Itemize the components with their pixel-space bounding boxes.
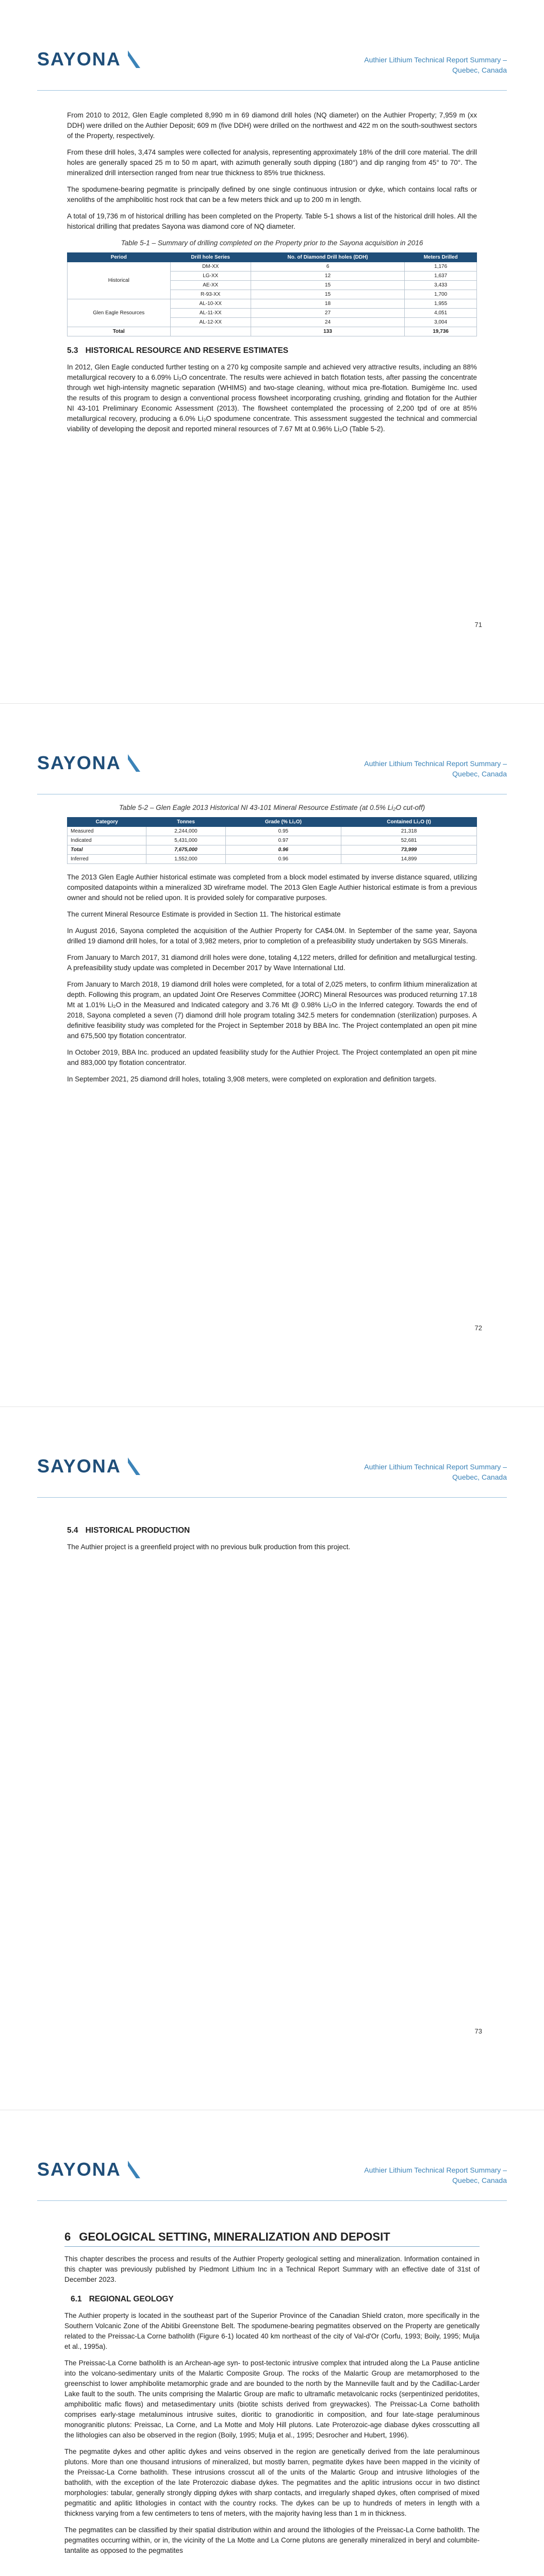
- section-heading-6-1: [71, 2294, 480, 2304]
- cell: 24: [251, 318, 404, 327]
- cell: 19,736: [405, 327, 477, 336]
- cell: AE-XX: [170, 281, 251, 290]
- cell: 7,675,000: [146, 845, 225, 855]
- cell: R-93-XX: [170, 290, 251, 299]
- col-contained: Contained Li₂O (t): [341, 818, 477, 827]
- table-row: [68, 262, 477, 272]
- page-73: [0, 1406, 544, 2110]
- cell: 27: [251, 309, 404, 318]
- paragraph: The Authier project is a greenfield project with no previous bulk production from this project.: [67, 1543, 351, 1551]
- cell: 15: [251, 290, 404, 299]
- page-71: [0, 0, 544, 703]
- chapter-heading-6: [64, 2232, 480, 2247]
- page-number: 71: [474, 621, 482, 629]
- header-rule: [37, 2200, 507, 2201]
- cell: Inferred: [68, 855, 146, 864]
- header-title-line2: Quebec, Canada: [452, 1473, 507, 1481]
- paragraph: From January to March 2017, 31 diamond drill holes were done, totaling 4,122 meters, drilled for definition and metallurgical testing. A prefeasibility study update was completed in December 2017 by Wave International Ltd.: [67, 954, 477, 972]
- table-header-row: [68, 818, 477, 827]
- paragraph: The pegmatite dykes and other aplitic dykes and veins observed in the region are genetically derived from the late peraluminous plutons. More than one thousand intrusions of mineralized, but mostly barren, pegmatite dykes have been mapped in the vicinity of the Preissac-La Corne batholith. These intrusions crosscut all of the units of the Malartic Group and intrusive lithologies of the batholith, with the exception of the late Proterozoic diabase dykes. The pegmatites and the aplitic intrusions occur in two distinct morphologies: tabular, generally strongly dipping dykes with sharp contacts, and irregularly shaped dykes, often comprised of mixed pegmatitic and aplitic lithologies in contact with the country rocks. The dykes can be up to hundreds of meters in length with a thickness varying from a few centimeters to tens of meters, with the majority having less than 1 m in thickness.: [64, 2448, 480, 2517]
- chapter-title: GEOLOGICAL SETTING, MINERALIZATION AND DEPOSIT: [79, 2230, 390, 2243]
- cell: AL-10-XX: [170, 299, 251, 309]
- cell: AL-11-XX: [170, 309, 251, 318]
- cell: [170, 327, 251, 336]
- header-title-line1: Authier Lithium Technical Report Summary –: [364, 2166, 507, 2174]
- cell: AL-12-XX: [170, 318, 251, 327]
- page-header: [0, 1433, 544, 1481]
- logo-text: SAYONA: [37, 48, 121, 69]
- paragraph: From these drill holes, 3,474 samples were collected for analysis, representing approximately 18% of the drill core material. The drill holes are generally spaced 25 m to 50 m apart, with azimuth generally south dipping (180°) and dip ranging from 45° to 70°. The mineralized drill intersection ranged from near true thickness to 85% true thickness.: [67, 148, 477, 177]
- page-number: 72: [474, 1324, 482, 1332]
- paragraph: In September 2021, 25 diamond drill holes, totaling 3,908 meters, were completed on exploration and definition targets.: [67, 1075, 437, 1083]
- cell: 1,637: [405, 272, 477, 281]
- paragraph: The spodumene-bearing pegmatite is principally defined by one single continuous intrusion or dyke, which contains local rafts or xenoliths of the amphibolitic host rock that can be a few meters thick and up to 200 m in length.: [67, 185, 477, 204]
- col-meters: Meters Drilled: [405, 253, 477, 262]
- header-title-line1: Authier Lithium Technical Report Summary –: [364, 759, 507, 768]
- paragraph: The current Mineral Resource Estimate is provided in Section 11. The historical estimate: [67, 910, 341, 918]
- page-header: [0, 730, 544, 778]
- table-5-2-caption: Table 5-2 – Glen Eagle 2013 Historical NI 43-101 Mineral Resource Estimate (at 0.5% Li₂O cut-off): [119, 804, 425, 811]
- cell: 0.95: [225, 827, 341, 836]
- sayona-logo: [37, 2159, 151, 2179]
- section-number: 5.4: [67, 1526, 78, 1535]
- header-title-line2: Quebec, Canada: [452, 2176, 507, 2184]
- cell: 18: [251, 299, 404, 309]
- cell: Total: [68, 845, 146, 855]
- table-total-row: [68, 327, 477, 336]
- paragraph: This chapter describes the process and results of the Authier Property geological setting and mineralization. Information contained in this chapter was previously published by Piedmont Lithium Inc in a Technical Report Summary with an effective date of 31st of December 2023.: [64, 2255, 480, 2283]
- col-category: Category: [68, 818, 146, 827]
- cell: 0.96: [225, 855, 341, 864]
- table-5-1: [67, 252, 477, 336]
- cell: 0.97: [225, 836, 341, 845]
- logo-accent-icon: [128, 50, 140, 68]
- page-72: [0, 703, 544, 1406]
- col-tonnes: Tonnes: [146, 818, 225, 827]
- logo-accent-icon: [128, 2161, 140, 2178]
- group-glen-eagle: Glen Eagle Resources: [68, 299, 171, 327]
- page-73-content: [67, 1526, 477, 1558]
- cell: 0.96: [225, 845, 341, 855]
- section-title: HISTORICAL RESOURCE AND RESERVE ESTIMATES: [85, 346, 289, 355]
- col-period: Period: [68, 253, 171, 262]
- paragraph: A total of 19,736 m of historical drilling has been completed on the Property. Table 5-1 shows a list of the historical drill holes. All the historical drilling that predates Sayona was diamond core of NQ diameter.: [67, 212, 477, 230]
- col-series: Drill hole Series: [170, 253, 251, 262]
- header-title-line2: Quebec, Canada: [452, 770, 507, 778]
- header-title-line1: Authier Lithium Technical Report Summary –: [364, 1463, 507, 1471]
- chapter-number: 6: [64, 2230, 71, 2243]
- cell: 3,433: [405, 281, 477, 290]
- logo-accent-icon: [128, 754, 140, 772]
- sayona-logo: [37, 752, 151, 773]
- section-title: HISTORICAL PRODUCTION: [85, 1526, 190, 1535]
- logo-accent-icon: [128, 1458, 140, 1475]
- cell: 14,899: [341, 855, 477, 864]
- cell: 2,244,000: [146, 827, 225, 836]
- cell: 4,051: [405, 309, 477, 318]
- cell: 15: [251, 281, 404, 290]
- table-header-row: [68, 253, 477, 262]
- header-title-line1: Authier Lithium Technical Report Summary –: [364, 56, 507, 64]
- sayona-logo: [37, 1455, 151, 1476]
- paragraph: In August 2016, Sayona completed the acquisition of the Authier Property for CA$4.0M. In September of the same year, Sayona drilled 19 diamond drill holes, for a total of 3,982 meters, prior to completion of a prefeasibility study undertaken by SGS Minerals.: [67, 927, 477, 945]
- cell: 52,681: [341, 836, 477, 845]
- header-title: [352, 758, 507, 779]
- col-ddh-count: No. of Diamond Drill holes (DDH): [251, 253, 404, 262]
- paragraph: The 2013 Glen Eagle Authier historical estimate was completed from a block model estimated by inverse distance squared, utilizing composited datapoints within a mineralized 3D wireframe model. The 2013 Glen Eagle Authier historical estimate is from a previous owner and should not be relied upon. It is provided solely for comparative purposes.: [67, 873, 477, 902]
- page-71-content: [67, 110, 477, 440]
- page-number: 73: [474, 2027, 482, 2035]
- paragraph: The Authier property is located in the southeast part of the Superior Province of the Canadian Shield craton, more specifically in the Southern Volcanic Zone of the Abitibi Greenstone Belt. The spodumene-bearing pegmatites observed on the Property are genetically related to the Preissac-La Corne batholith (Figure 6-1) located 40 km northeast of the city of Val-d'Or (Corfu, 1993; Boily, 1995; Mulja et al., 1995a).: [64, 2312, 480, 2350]
- cell: Measured: [68, 827, 146, 836]
- paragraph: In October 2019, BBA Inc. produced an updated feasibility study for the Authier Project. The Project contemplated an open pit mine and 883,000 tpy flotation concentrator.: [67, 1048, 477, 1066]
- table-row: [68, 827, 477, 836]
- section-heading-5-4: [67, 1526, 477, 1536]
- page-header: [0, 2136, 544, 2184]
- table-5-2: [67, 817, 477, 864]
- paragraph: In 2012, Glen Eagle conducted further testing on a 270 kg composite sample and achieved very attractive results, including an 88% metallurgical recovery to a 6.09% Li₂O concentrate. The results were achieved in batch flotation tests, after passing the concentrate through wet high-intensity magnetic separation (WHIMS) and two-stage cleaning, without mica pre-flotation. Bumigème Inc. used the results of this program to design a conventional process flowsheet incorporating crushing, grinding and flotation for the Authier NI 43-101 Preliminary Economic Assessment (2013). The flowsheet contemplated the processing of 2,200 tpd of ore at 85% metallurgical recovery, producing a 6.0% Li₂O spodumene concentrate. This assessment suggested the technical and commercial viability of developing the deposit and reported mineral resources of 7.67 Mt at 0.96% Li₂O (Table 5-2).: [67, 363, 477, 433]
- paragraph: From January to March 2018, 19 diamond drill holes were completed, for a total of 2,025 meters, to confirm lithium mineralization at depth. Following this program, an updated Joint Ore Reserves Committee (JORC) Mineral Resources was produced returning 17.18 Mt at 1.01% Li₂O in the Measured and Indicated category and 3.76 Mt @ 0.98% Li₂O in the Inferred category. Towards the end of 2018, Sayona completed a seven (7) diamond drill hole program totaling 342.5 meters for condemnation (sterilization) purposes. A definitive feasibility study was completed for the Project in September 2018 by BBA Inc. The Project contemplated an open pit mine and 675,500 tpy flotation concentrator.: [67, 980, 477, 1040]
- sayona-logo: [37, 48, 151, 69]
- logo-text: SAYONA: [37, 2159, 121, 2179]
- header-title: [352, 1462, 507, 1482]
- cell: Total: [68, 327, 171, 336]
- section-heading-5-3: [67, 346, 477, 356]
- header-rule: [37, 90, 507, 91]
- cell: 1,700: [405, 290, 477, 299]
- cell: LG-XX: [170, 272, 251, 281]
- col-grade: Grade (% Li₂O): [225, 818, 341, 827]
- paragraph: The Preissac-La Corne batholith is an Archean-age syn- to post-tectonic intrusive complex that intruded along the La Pause anticline into the volcano-sedimentary units of the Malartic Composite Group. The rocks of the Malartic Group are metamorphosed to the greenschist to lower amphibolite metamorphic grade and are bounded to the north by the Manneville fault and by the Cadillac-Larder Lake fault to the south. The units comprising the Malartic Group are mafic to ultramafic metavolcanic rocks (serpentinized peridotites, amphibolitic mafic flows) and metasedimentary units (biotite schists derived from greywackes). The Preissac-La Corne batholith comprises early-stage metaluminous intrusive suites, dioritic to granodioritic in composition, and four late-stage peraluminous monogranitic plutons: Preissac, La Corne, and La Motte and Moly Hill plutons. Late Proterozoic-age diabase dykes crosscutting all the lithologies can also be observed in the region (Boily, 1995; Mulja et al., 1995; Desrocher and Hubert, 1996).: [64, 2359, 480, 2439]
- cell: 3,004: [405, 318, 477, 327]
- logo-text: SAYONA: [37, 1455, 121, 1476]
- cell: 1,955: [405, 299, 477, 309]
- header-title: [352, 2165, 507, 2185]
- page-72-content: [67, 801, 477, 1091]
- page-74-content: [64, 2230, 480, 2562]
- logo-text: SAYONA: [37, 752, 121, 773]
- cell: 12: [251, 272, 404, 281]
- paragraph: From 2010 to 2012, Glen Eagle completed 8,990 m in 69 diamond drill holes (NQ diameter) on the Authier Property; 7,959 m (xx DDH) were drilled on the Authier Deposit; 609 m (five DDH) were drilled on the northwest and 422 m on the south-southwest sectors of the Property, respectively.: [67, 111, 477, 140]
- header-title: [352, 55, 507, 75]
- cell: 5,431,000: [146, 836, 225, 845]
- table-row: [68, 836, 477, 845]
- page-74: [0, 2110, 544, 2576]
- cell: 133: [251, 327, 404, 336]
- paragraph: The pegmatites can be classified by their spatial distribution within and around the lithologies of the Preissac-La Corne batholith. The pegmatites occurring within, or in, the vicinity of the La Motte and La Corne plutons are generally mineralized in beryl and columbite-tantalite as opposed to the pegmatites: [64, 2526, 480, 2554]
- cell: 1,552,000: [146, 855, 225, 864]
- page-header: [0, 26, 544, 74]
- cell: 73,999: [341, 845, 477, 855]
- table-total-row: [68, 845, 477, 855]
- header-rule: [37, 1497, 507, 1498]
- cell: 21,318: [341, 827, 477, 836]
- table-row: [68, 855, 477, 864]
- section-number: 6.1: [71, 2295, 82, 2303]
- cell: 6: [251, 262, 404, 272]
- cell: DM-XX: [170, 262, 251, 272]
- group-historical: Historical: [68, 262, 171, 299]
- cell: Indicated: [68, 836, 146, 845]
- header-title-line2: Quebec, Canada: [452, 66, 507, 74]
- section-title: REGIONAL GEOLOGY: [89, 2295, 174, 2303]
- table-row: [68, 299, 477, 309]
- cell: 1,176: [405, 262, 477, 272]
- section-number: 5.3: [67, 346, 78, 355]
- table-5-1-caption: Table 5-1 – Summary of drilling completed on the Property prior to the Sayona acquisition in 2016: [121, 239, 423, 247]
